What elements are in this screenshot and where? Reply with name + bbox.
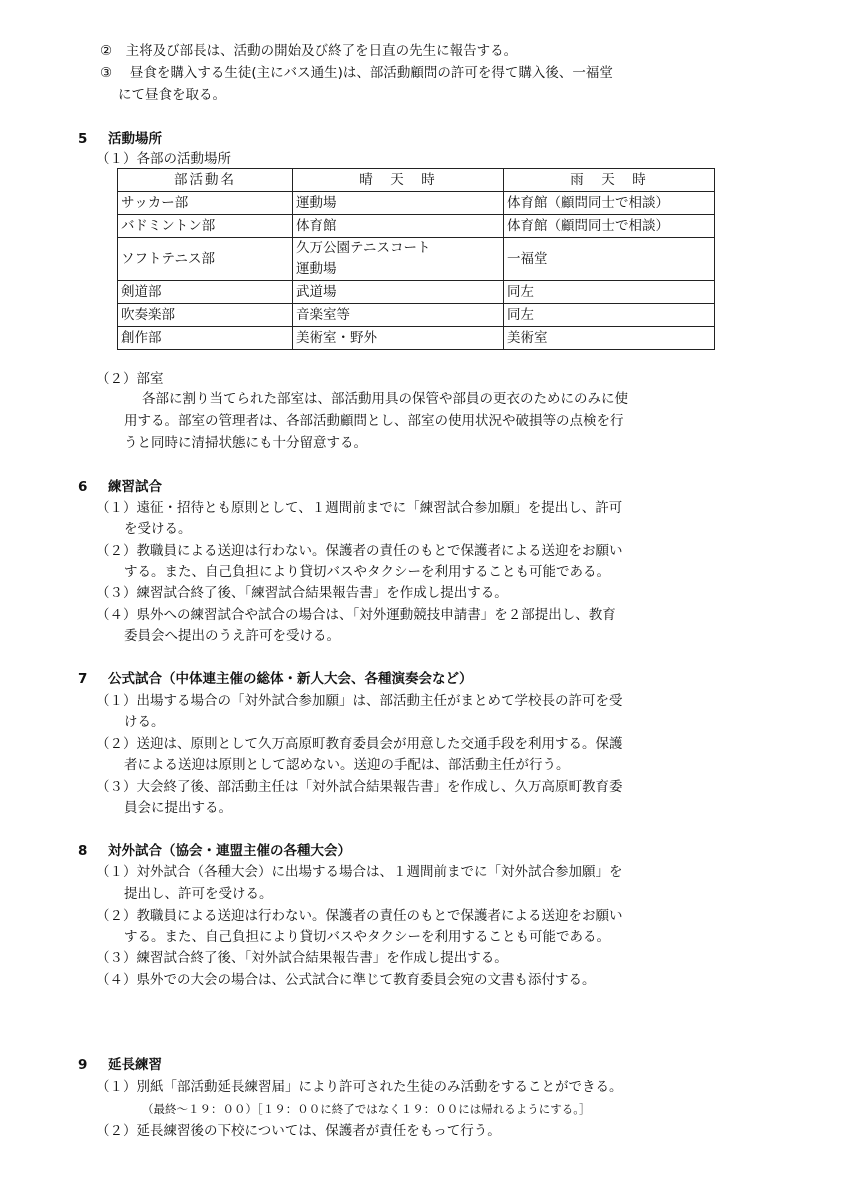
section-title: 対外試合（協会・連盟主催の各種大会） xyxy=(108,843,351,859)
table-cell-sunny-line1: 久万公園テニスコート xyxy=(296,240,431,256)
section-title: 練習試合 xyxy=(108,479,162,495)
table-cell-sunny xyxy=(293,238,504,281)
section-5-sub2-line3: うと同時に清掃状態にも十分留意する。 xyxy=(124,435,367,451)
table-cell-rainy: 体育館（顧問同士で相談） xyxy=(504,215,715,238)
table-cell-club: 剣道部 xyxy=(118,281,293,304)
section-8-item3: （３）練習試合終了後、「対外試合結果報告書」を作成し提出する。 xyxy=(96,950,508,966)
table-cell-club: 創作部 xyxy=(118,327,293,350)
table-row xyxy=(118,281,715,304)
table-header-row xyxy=(118,169,715,192)
section-7-item3-line1: （３）大会終了後、部活動主任は「対外試合結果報告書」を作成し、久万高原町教育委 xyxy=(96,779,623,795)
section-5-sub2-line1: 各部に割り当てられた部室は、部活動用具の保管や部員の更衣のためにのみに使 xyxy=(142,391,628,407)
table-cell-sunny: 美術室・野外 xyxy=(293,327,504,350)
section-number: 5 xyxy=(78,131,88,147)
table-row xyxy=(118,215,715,238)
top-item-3-line1: ③ 昼食を購入する生徒(主にバス通生)は、部活動顧問の許可を得て購入後、一福堂 xyxy=(100,65,613,81)
section-7-item1-line1: （１）出場する場合の「対外試合参加願」は、部活動主任がまとめて学校長の許可を受 xyxy=(96,693,623,709)
section-number: 9 xyxy=(78,1057,88,1073)
table-cell-rainy: 同左 xyxy=(504,281,715,304)
section-7-item2-line1: （２）送迎は、原則として久万高原町教育委員会が用意した交通手段を利用する。保護 xyxy=(96,736,623,752)
activity-location-table xyxy=(117,168,715,350)
section-5-sub2-line2: 用する。部室の管理者は、各部活動顧問とし、部室の使用状況や破損等の点検を行 xyxy=(124,413,624,429)
section-number: 7 xyxy=(78,671,88,687)
table-cell-club: ソフトテニス部 xyxy=(118,238,293,281)
section-8-item1-line1: （１）対外試合（各種大会）に出場する場合は、１週間前までに「対外試合参加願」を xyxy=(96,864,623,880)
section-8-item2-line2: する。また、自己負担により貸切バスやタクシーを利用することも可能である。 xyxy=(124,929,610,945)
table-cell-rainy: 美術室 xyxy=(504,327,715,350)
section-number: 8 xyxy=(78,843,88,859)
section-6-item4-line2: 委員会へ提出のうえ許可を受ける。 xyxy=(124,628,340,644)
section-number: 6 xyxy=(78,479,88,495)
section-8-item1-line2: 提出し、許可を受ける。 xyxy=(124,886,273,902)
table-header-club: 部活動名 xyxy=(118,169,293,192)
table-cell-club: 吹奏楽部 xyxy=(118,304,293,327)
table-row xyxy=(118,192,715,215)
section-6-item3: （３）練習試合終了後、「練習試合結果報告書」を作成し提出する。 xyxy=(96,585,508,601)
section-5-sub1: （１）各部の活動場所 xyxy=(96,151,231,167)
section-9-heading xyxy=(78,1054,162,1076)
section-5-sub2: （２）部室 xyxy=(96,371,164,387)
section-9-item2: （２）延長練習後の下校については、保護者が責任をもって行う。 xyxy=(96,1123,501,1139)
section-6-heading xyxy=(78,476,162,498)
table-cell-club: バドミントン部 xyxy=(118,215,293,238)
table-cell-rainy: 体育館（顧問同士で相談） xyxy=(504,192,715,215)
table-header-rainy: 雨 天 時 xyxy=(504,169,715,192)
table-cell-sunny: 武道場 xyxy=(293,281,504,304)
section-7-heading xyxy=(78,668,473,690)
section-6-item1-line2: を受ける。 xyxy=(124,521,192,537)
section-7-item2-line2: 者による送迎は原則として認めない。送迎の手配は、部活動主任が行う。 xyxy=(124,757,570,773)
section-title: 公式試合（中体連主催の総体・新人大会、各種演奏会など） xyxy=(108,671,473,687)
section-9-item1-note: （最終～１９：００）［１９：００に終了ではなく１９：００には帰れるようにする。］ xyxy=(142,1102,591,1116)
section-7-item1-line2: ける。 xyxy=(124,714,165,730)
top-item-2: ② 主将及び部長は、活動の開始及び終了を日直の先生に報告する。 xyxy=(100,43,518,59)
section-6-item2-line2: する。また、自己負担により貸切バスやタクシーを利用することも可能である。 xyxy=(124,564,610,580)
table-row xyxy=(118,304,715,327)
top-item-3-line2: にて昼食を取る。 xyxy=(118,87,226,103)
section-8-item2-line1: （２）教職員による送迎は行わない。保護者の責任のもとで保護者による送迎をお願い xyxy=(96,908,623,924)
table-cell-sunny: 音楽室等 xyxy=(293,304,504,327)
table-row xyxy=(118,327,715,350)
table-cell-sunny: 体育館 xyxy=(293,215,504,238)
table-row xyxy=(118,238,715,281)
section-5-heading xyxy=(78,128,162,150)
section-8-item4: （４）県外での大会の場合は、公式試合に準じて教育委員会宛の文書も添付する。 xyxy=(96,972,596,988)
section-6-item4-line1: （４）県外への練習試合や試合の場合は、「対外運動競技申請書」を２部提出し、教育 xyxy=(96,607,616,623)
section-title: 延長練習 xyxy=(108,1057,162,1073)
section-8-heading xyxy=(78,840,351,862)
table-cell-rainy: 同左 xyxy=(504,304,715,327)
section-6-item2-line1: （２）教職員による送迎は行わない。保護者の責任のもとで保護者による送迎をお願い xyxy=(96,543,623,559)
table-cell-sunny-line2: 運動場 xyxy=(296,261,337,277)
table-header-sunny: 晴 天 時 xyxy=(293,169,504,192)
section-9-item1: （１）別紙「部活動延長練習届」により許可された生徒のみ活動をすることができる。 xyxy=(96,1079,623,1095)
section-7-item3-line2: 員会に提出する。 xyxy=(124,800,232,816)
table-cell-rainy: 一福堂 xyxy=(504,238,715,281)
table-cell-sunny: 運動場 xyxy=(293,192,504,215)
table-cell-club: サッカー部 xyxy=(118,192,293,215)
section-title: 活動場所 xyxy=(108,131,162,147)
section-6-item1-line1: （１）遠征・招待とも原則として、１週間前までに「練習試合参加願」を提出し、許可 xyxy=(96,500,623,516)
